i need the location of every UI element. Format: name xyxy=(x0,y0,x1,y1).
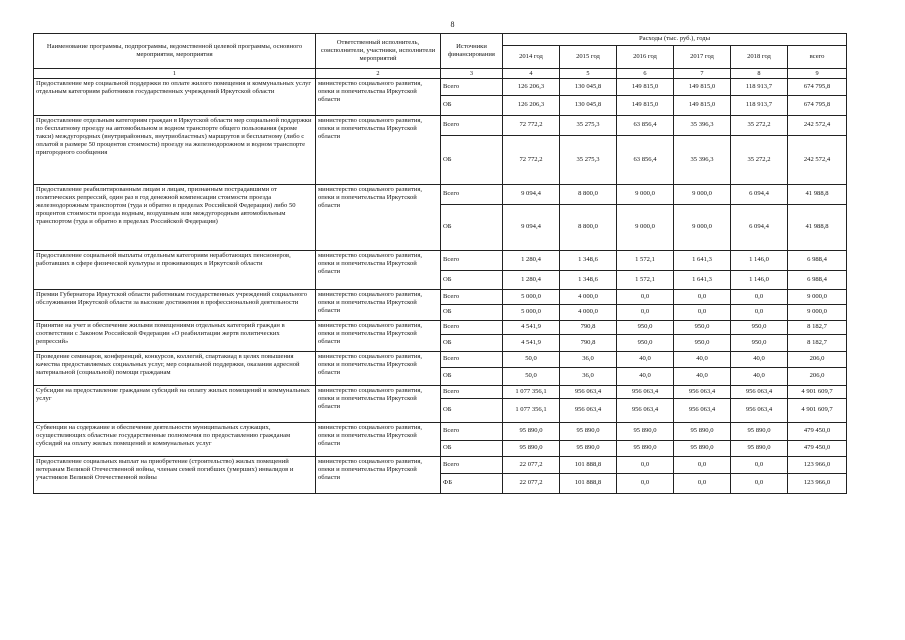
funding-source: ОБ xyxy=(441,335,503,352)
expense-value: 956 063,4 xyxy=(560,399,617,423)
expense-value: 8 800,0 xyxy=(560,205,617,251)
expense-value: 22 077,2 xyxy=(503,474,560,494)
table-row xyxy=(34,116,847,136)
funding-source: Всего xyxy=(441,457,503,474)
funding-source: ОБ xyxy=(441,136,503,185)
expense-value: 1 280,4 xyxy=(503,271,560,290)
expense-value: 1 146,0 xyxy=(731,251,788,271)
expense-value: 0,0 xyxy=(617,305,674,321)
expense-value: 956 063,4 xyxy=(674,399,731,423)
responsible-executor: министерство социального развития, опеки и попечительства Иркутской области xyxy=(316,251,441,290)
expense-value: 149 815,0 xyxy=(674,96,731,116)
expense-value: 950,0 xyxy=(674,335,731,352)
funding-source: Всего xyxy=(441,79,503,96)
expense-value: 950,0 xyxy=(731,321,788,335)
expense-value: 35 275,3 xyxy=(560,136,617,185)
expense-value: 956 063,4 xyxy=(560,386,617,399)
expense-value: 118 913,7 xyxy=(731,79,788,96)
measure-name: Предоставление социальной выплаты отдельным категориям неработающих пенсионеров, работавших в сфере физической культуры и проживающих в Иркутской области xyxy=(34,251,316,290)
expense-value: 149 815,0 xyxy=(674,79,731,96)
expense-value: 118 913,7 xyxy=(731,96,788,116)
expense-value: 1 146,0 xyxy=(731,271,788,290)
expense-total: 123 966,0 xyxy=(788,457,847,474)
expense-total: 206,0 xyxy=(788,352,847,368)
expense-total: 242 572,4 xyxy=(788,116,847,136)
expense-value: 6 094,4 xyxy=(731,185,788,205)
expense-total: 123 966,0 xyxy=(788,474,847,494)
column-number: 6 xyxy=(617,69,674,79)
expense-total: 8 182,7 xyxy=(788,335,847,352)
measure-name: Субвенции на содержание и обеспечение деятельности муниципальных служащих, осуществляющих областные государственные полномочия по предоставлению гражданам субсидий на оплату жилых помещений и коммунальных услуг xyxy=(34,423,316,457)
expense-total: 41 988,8 xyxy=(788,205,847,251)
page-number: 8 xyxy=(450,20,455,29)
header-year: 2017 год xyxy=(674,46,731,69)
expense-value: 4 000,0 xyxy=(560,290,617,305)
header-year: 2018 год xyxy=(731,46,788,69)
expense-total: 479 450,0 xyxy=(788,441,847,457)
column-number: 1 xyxy=(34,69,316,79)
expense-total: 674 795,8 xyxy=(788,79,847,96)
expense-value: 95 890,0 xyxy=(503,441,560,457)
expense-value: 0,0 xyxy=(731,305,788,321)
header-name: Наименование программы, подпрограммы, ведомственной целевой программы, основного мероприятия, мероприятия xyxy=(34,34,316,69)
expense-value: 4 000,0 xyxy=(560,305,617,321)
column-number: 4 xyxy=(503,69,560,79)
expense-value: 956 063,4 xyxy=(731,399,788,423)
expense-total: 6 988,4 xyxy=(788,251,847,271)
responsible-executor: министерство социального развития, опеки и попечительства Иркутской области xyxy=(316,185,441,251)
table-row xyxy=(34,79,847,96)
header-source: Источники финансирования xyxy=(441,34,503,69)
funding-source: Всего xyxy=(441,352,503,368)
expense-value: 72 772,2 xyxy=(503,136,560,185)
expense-value: 9 094,4 xyxy=(503,205,560,251)
expense-value: 1 572,1 xyxy=(617,271,674,290)
expense-value: 0,0 xyxy=(674,474,731,494)
expense-value: 956 063,4 xyxy=(617,386,674,399)
column-number: 8 xyxy=(731,69,788,79)
expense-value: 95 890,0 xyxy=(503,423,560,441)
expense-value: 9 000,0 xyxy=(617,185,674,205)
expense-value: 95 890,0 xyxy=(731,423,788,441)
expense-value: 1 280,4 xyxy=(503,251,560,271)
expense-value: 0,0 xyxy=(731,474,788,494)
table-body xyxy=(34,79,847,494)
funding-source: Всего xyxy=(441,185,503,205)
expense-value: 40,0 xyxy=(731,352,788,368)
expense-total: 674 795,8 xyxy=(788,96,847,116)
responsible-executor: министерство социального развития, опеки и попечительства Иркутской области xyxy=(316,457,441,494)
measure-name: Предоставление мер социальной поддержки по оплате жилого помещения и коммунальных услуг отдельным категориям работников государственных учреждений Иркутской области xyxy=(34,79,316,116)
expense-value: 126 206,3 xyxy=(503,96,560,116)
column-number: 7 xyxy=(674,69,731,79)
expense-value: 4 541,9 xyxy=(503,335,560,352)
expense-total: 9 000,0 xyxy=(788,290,847,305)
expense-value: 40,0 xyxy=(674,352,731,368)
column-number: 5 xyxy=(560,69,617,79)
measure-name: Предоставление отдельным категориям граждан в Иркутской области мер социальной поддержки по бесплатному проезду на автомобильном и водном транспорте общего пользования (кроме такси) междугородных (внутрирайонных, внутриобластных) маршрутов и бесплатному (либо с оплатой в размере 50 процентов стоимости) проезду на железнодорожном и водном транспорте пригородного сообщения xyxy=(34,116,316,185)
expense-value: 101 888,8 xyxy=(560,474,617,494)
expense-value: 956 063,4 xyxy=(617,399,674,423)
table-row xyxy=(34,386,847,399)
expense-value: 0,0 xyxy=(617,457,674,474)
measure-name: Субсидии на предоставление гражданам субсидий на оплату жилых помещений и коммунальных услуг xyxy=(34,386,316,423)
expense-total: 9 000,0 xyxy=(788,305,847,321)
expense-value: 956 063,4 xyxy=(674,386,731,399)
expense-value: 1 348,6 xyxy=(560,271,617,290)
expense-value: 50,0 xyxy=(503,352,560,368)
expense-total: 6 988,4 xyxy=(788,271,847,290)
header-executor: Ответственный исполнитель, соисполнители, участники, исполнители мероприятий xyxy=(316,34,441,69)
expense-total: 4 901 609,7 xyxy=(788,399,847,423)
expense-value: 22 077,2 xyxy=(503,457,560,474)
funding-source: Всего xyxy=(441,290,503,305)
expense-value: 0,0 xyxy=(674,290,731,305)
expense-value: 72 772,2 xyxy=(503,116,560,136)
expense-value: 8 800,0 xyxy=(560,185,617,205)
expense-value: 35 396,3 xyxy=(674,116,731,136)
table-row xyxy=(34,290,847,305)
expense-value: 1 348,6 xyxy=(560,251,617,271)
expense-value: 9 000,0 xyxy=(674,185,731,205)
expense-value: 63 856,4 xyxy=(617,136,674,185)
expense-value: 95 890,0 xyxy=(617,423,674,441)
header-expenses: Расходы (тыс. руб.), годы xyxy=(503,34,847,46)
responsible-executor: министерство социального развития, опеки и попечительства Иркутской области xyxy=(316,423,441,457)
table-row xyxy=(34,352,847,368)
header-year: 2015 год xyxy=(560,46,617,69)
expense-value: 95 890,0 xyxy=(560,441,617,457)
column-number: 3 xyxy=(441,69,503,79)
funding-source: Всего xyxy=(441,251,503,271)
expense-value: 0,0 xyxy=(617,290,674,305)
expense-value: 149 815,0 xyxy=(617,79,674,96)
responsible-executor: министерство социального развития, опеки и попечительства Иркутской области xyxy=(316,321,441,352)
expense-value: 1 572,1 xyxy=(617,251,674,271)
expense-value: 40,0 xyxy=(731,368,788,386)
funding-source: Всего xyxy=(441,321,503,335)
funding-source: Всего xyxy=(441,386,503,399)
expense-value: 36,0 xyxy=(560,352,617,368)
expense-total: 242 572,4 xyxy=(788,136,847,185)
expense-total: 8 182,7 xyxy=(788,321,847,335)
expense-value: 95 890,0 xyxy=(731,441,788,457)
funding-source: Всего xyxy=(441,116,503,136)
responsible-executor: министерство социального развития, опеки и попечительства Иркутской области xyxy=(316,386,441,423)
expense-value: 950,0 xyxy=(731,335,788,352)
funding-source: ОБ xyxy=(441,368,503,386)
measure-name: Премии Губернатора Иркутской области работникам государственных учреждений социального обслуживания Иркутской области за высокие достижения в профессиональной деятельности xyxy=(34,290,316,321)
expense-value: 5 000,0 xyxy=(503,305,560,321)
expense-value: 36,0 xyxy=(560,368,617,386)
expense-value: 0,0 xyxy=(731,457,788,474)
measure-name: Принятие на учет и обеспечение жилыми помещениями отдельных категорий граждан в соответствии с Законом Российской Федерации «О реабилитации жертв политических репрессий» xyxy=(34,321,316,352)
funding-source: ОБ xyxy=(441,399,503,423)
funding-source: ФБ xyxy=(441,474,503,494)
measure-name: Предоставление реабилитированным лицам и лицам, признанным пострадавшими от политических репрессий, один раз в год денежной компенсации стоимости проезда железнодорожным транспортом (туда и обратно в пределах Российской Федерации) либо 50 процентов стоимости проезда водным, воздушным или междугородным автомобильным транспортом (туда и обратно в пределах Российской Федерации) xyxy=(34,185,316,251)
expense-value: 35 272,2 xyxy=(731,116,788,136)
table-row xyxy=(34,185,847,205)
expense-value: 950,0 xyxy=(617,335,674,352)
expense-value: 1 641,3 xyxy=(674,251,731,271)
expense-value: 95 890,0 xyxy=(617,441,674,457)
measure-name: Проведение семинаров, конференций, конкурсов, коллегий, спартакиад в целях повышения качества предоставляемых социальных услуг, мер социальной поддержки, оказания адресной материальной (социальной) помощи гражданам xyxy=(34,352,316,386)
expense-value: 40,0 xyxy=(617,368,674,386)
expense-value: 130 045,8 xyxy=(560,79,617,96)
expense-value: 1 077 356,1 xyxy=(503,386,560,399)
expense-value: 1 641,3 xyxy=(674,271,731,290)
expense-value: 149 815,0 xyxy=(617,96,674,116)
expense-value: 0,0 xyxy=(617,474,674,494)
expense-value: 101 888,8 xyxy=(560,457,617,474)
header-total: всего xyxy=(788,46,847,69)
expense-value: 956 063,4 xyxy=(731,386,788,399)
expense-value: 35 275,3 xyxy=(560,116,617,136)
table-row xyxy=(34,251,847,271)
expense-value: 950,0 xyxy=(617,321,674,335)
expense-value: 35 272,2 xyxy=(731,136,788,185)
expense-value: 1 077 356,1 xyxy=(503,399,560,423)
table-row xyxy=(34,423,847,441)
expense-value: 9 000,0 xyxy=(674,205,731,251)
column-number: 2 xyxy=(316,69,441,79)
expense-total: 206,0 xyxy=(788,368,847,386)
expense-value: 126 206,3 xyxy=(503,79,560,96)
expense-total: 4 901 609,7 xyxy=(788,386,847,399)
table-row xyxy=(34,321,847,335)
expense-value: 0,0 xyxy=(731,290,788,305)
expense-value: 130 045,8 xyxy=(560,96,617,116)
expense-value: 95 890,0 xyxy=(674,441,731,457)
expense-value: 63 856,4 xyxy=(617,116,674,136)
expense-value: 6 094,4 xyxy=(731,205,788,251)
expense-total: 41 988,8 xyxy=(788,185,847,205)
funding-source: Всего xyxy=(441,423,503,441)
expense-value: 9 000,0 xyxy=(617,205,674,251)
expense-value: 35 396,3 xyxy=(674,136,731,185)
budget-table xyxy=(33,33,847,494)
expense-value: 950,0 xyxy=(674,321,731,335)
responsible-executor: министерство социального развития, опеки и попечительства Иркутской области xyxy=(316,79,441,116)
funding-source: ОБ xyxy=(441,205,503,251)
expense-value: 40,0 xyxy=(674,368,731,386)
responsible-executor: министерство социального развития, опеки и попечительства Иркутской области xyxy=(316,352,441,386)
expense-value: 0,0 xyxy=(674,457,731,474)
expense-value: 95 890,0 xyxy=(560,423,617,441)
funding-source: ОБ xyxy=(441,305,503,321)
expense-total: 479 450,0 xyxy=(788,423,847,441)
expense-value: 50,0 xyxy=(503,368,560,386)
header-year: 2016 год xyxy=(617,46,674,69)
funding-source: ОБ xyxy=(441,271,503,290)
measure-name: Предоставление социальных выплат на приобретение (строительство) жилых помещений ветеранам Великой Отечественной войны, членам семей погибших (умерших) инвалидов и участников Великой Отечественной войны xyxy=(34,457,316,494)
expense-value: 95 890,0 xyxy=(674,423,731,441)
expense-value: 790,8 xyxy=(560,335,617,352)
expense-value: 5 000,0 xyxy=(503,290,560,305)
expense-value: 0,0 xyxy=(674,305,731,321)
expense-value: 790,8 xyxy=(560,321,617,335)
funding-source: ОБ xyxy=(441,96,503,116)
expense-value: 40,0 xyxy=(617,352,674,368)
responsible-executor: министерство социального развития, опеки и попечительства Иркутской области xyxy=(316,290,441,321)
responsible-executor: министерство социального развития, опеки и попечительства Иркутской области xyxy=(316,116,441,185)
expense-value: 4 541,9 xyxy=(503,321,560,335)
funding-source: ОБ xyxy=(441,441,503,457)
header-year: 2014 год xyxy=(503,46,560,69)
column-number: 9 xyxy=(788,69,847,79)
expense-value: 9 094,4 xyxy=(503,185,560,205)
table-row xyxy=(34,457,847,474)
